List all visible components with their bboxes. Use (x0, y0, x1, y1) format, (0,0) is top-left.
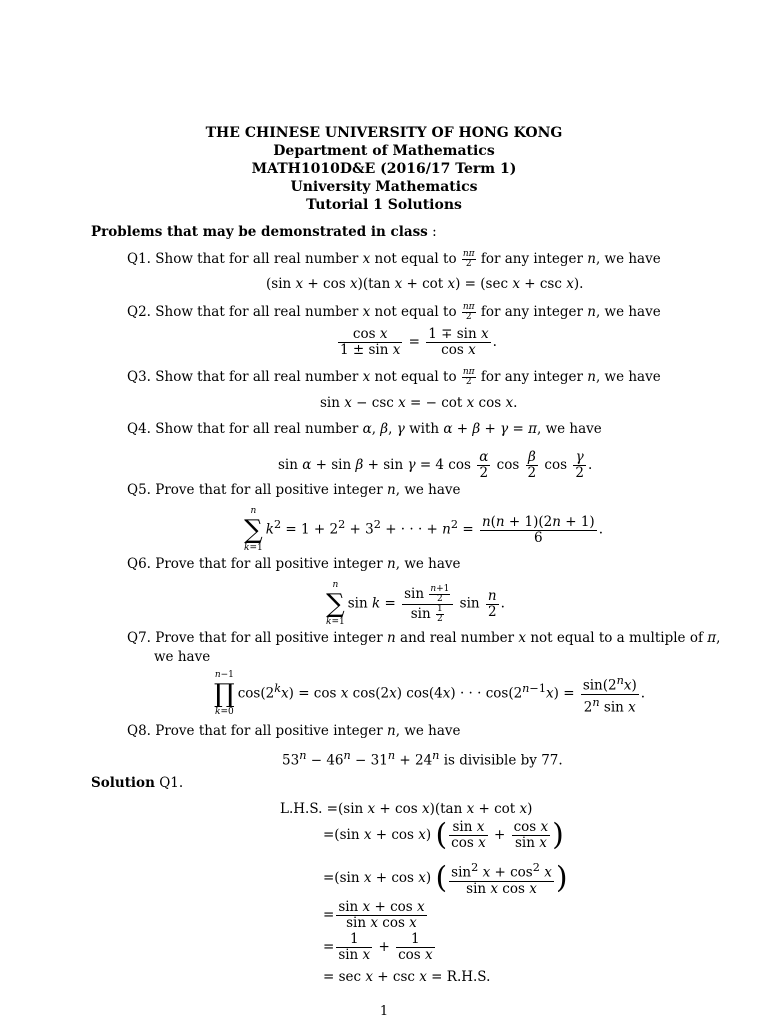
question-text: Prove that for all positive integer (155, 482, 383, 498)
question-7: Q7. Prove that for all positive integer n and real number x not equal to a multiple of π, (127, 630, 721, 646)
equation-q4: sin α + sin β + sin γ = 4 cos $\frac{\alpha}{2}$ cos $\frac{\beta}{2}$ cos $\frac{\gamma}{2}$ . (278, 449, 593, 481)
question-text: Prove that for all positive integer (155, 723, 383, 739)
question-5: Q5. Prove that for all positive integer n, we have (127, 482, 461, 498)
question-text: not equal to (374, 304, 457, 320)
solution-line-5: = $\frac{1}{\text{sin x}}$ + $\frac{1}{\text{cos x}}$ (323, 931, 433, 963)
question-label: Q8. (127, 723, 151, 739)
question-label: Q6. (127, 556, 151, 572)
question-text: for any integer (480, 304, 583, 320)
university-name: THE CHINESE UNIVERSITY OF HONG KONG (205, 125, 563, 141)
solution-line-1: L.H.S. =(sin x + cos x)(tan x + cot x) (280, 801, 533, 817)
question-text: not equal to (374, 369, 457, 385)
question-4: Q4. Show that for all real number α, β, γ with α + β + γ = π, we have (127, 421, 602, 437)
lhs-label: L.H.S. (280, 801, 323, 817)
question-text: , we have (395, 556, 461, 572)
question-label: Q2. (127, 304, 151, 320)
solution-line-6: = sec x + csc x = R.H.S. (323, 969, 491, 985)
question-label: Q7. (127, 630, 151, 646)
question-8: Q8. Prove that for all positive integer n, we have (127, 723, 461, 739)
question-text: Show that for all real number (155, 251, 359, 267)
equation-q8: $53^n - 46^n - 31^n + 24^n$ is divisible by 77. (282, 749, 563, 769)
question-text: Prove that for all positive integer (155, 630, 383, 646)
equation-q2: $\frac{\text{cos x}}{\text{1 ± sin x}}$ = $\frac{\text{1 ∓ sin x}}{\text{cos x}}$ . (340, 326, 497, 358)
question-text: Show that for all real number (155, 421, 359, 437)
solution-label: Q1. (159, 775, 184, 791)
equation-q3: sin x − csc x = − cot x cos x. (320, 395, 518, 411)
question-text: for any integer (480, 251, 583, 267)
question-6: Q6. Prove that for all positive integer n, we have (127, 556, 461, 572)
page-number: 1 (379, 1004, 389, 1019)
section-heading-text: Problems that may be demonstrated in class (91, 224, 428, 240)
question-label: Q4. (127, 421, 151, 437)
solution-heading (91, 774, 183, 792)
question-text: , we have (595, 251, 661, 267)
question-text: not equal to a multiple of (530, 630, 703, 646)
question-text: Prove that for all positive integer (155, 556, 383, 572)
question-text: , we have (395, 482, 461, 498)
solution-line-2: =(sin x + cos x) ( $\frac{\text{sin x}}{\text{cos x}}$ + $\frac{\text{cos x}}{\text{sin x}}$ ) (323, 817, 564, 853)
question-text: , we have (595, 304, 661, 320)
question-3: Q3. Show that for all real number x not equal to $\frac{n\pi}{2}$ for any integer n, we have (127, 367, 661, 387)
question-label: Q5. (127, 482, 151, 498)
question-7-continued: we have (154, 649, 211, 665)
solution-line-3: =(sin x + cos x) ( $\frac{\sin^2 x + \cos^2 x}{\text{sin x cos x}}$ ) (323, 860, 568, 897)
question-text: , we have (395, 723, 461, 739)
course-subject: University Mathematics (290, 179, 478, 195)
course-code: MATH1010D&E (2016/17 Term 1) (251, 161, 517, 177)
equation-q1: (sin x + cos x)(tan x + cot x) = (sec x + csc x). (266, 276, 584, 292)
question-text: is divisible by 77. (443, 752, 563, 769)
question-text: Show that for all real number (155, 369, 359, 385)
department-name: Department of Mathematics (273, 143, 495, 159)
question-text: with (409, 421, 440, 437)
equation-q5: n ∑ k=1 $k^2 = 1 + 2^2 + 3^2$ + · · · + $n^2$ = $\frac{n(n + 1)(2n + 1)}{6}$ . (244, 506, 603, 553)
question-2: Q2. Show that for all real number x not equal to $\frac{n\pi}{2}$ for any integer n, we have (127, 302, 661, 322)
question-text: for any integer (480, 369, 583, 385)
equation-q6: n ∑ k=1 sin k = sin $\frac{n+1}{2}$ sin $\frac{1}{2}$ sin $\frac{n}{2}$ . (326, 580, 505, 627)
question-label: Q3. (127, 369, 151, 385)
question-text: not equal to (374, 251, 457, 267)
question-1: Q1. Show that for all real number x not equal to $\frac{n\pi}{2}$ for any integer n, we have (127, 249, 661, 269)
question-label: Q1. (127, 251, 151, 267)
solution-line-4: = $\frac{\text{sin x + cos x}}{\text{sin x cos x}}$ (323, 899, 425, 931)
solution-heading-text: Solution (91, 775, 155, 791)
question-text: , we have (595, 369, 661, 385)
section-heading (91, 223, 437, 241)
document-title: Tutorial 1 Solutions (306, 197, 462, 213)
question-text: Show that for all real number (155, 304, 359, 320)
equation-q7: n−1 ∏ k=0 $\cos(2^kx) = \cos x$ cos(2x) cos(4x) · · · $\cos(2^{n-1}x)$ = $\frac{\sin(2^nx)}{2^n \sin x}$ . (214, 670, 646, 717)
question-text: and real number (400, 630, 515, 646)
question-text: , we have (536, 421, 602, 437)
section-heading-colon: : (427, 224, 437, 240)
rhs-label: R.H.S. (446, 969, 491, 985)
